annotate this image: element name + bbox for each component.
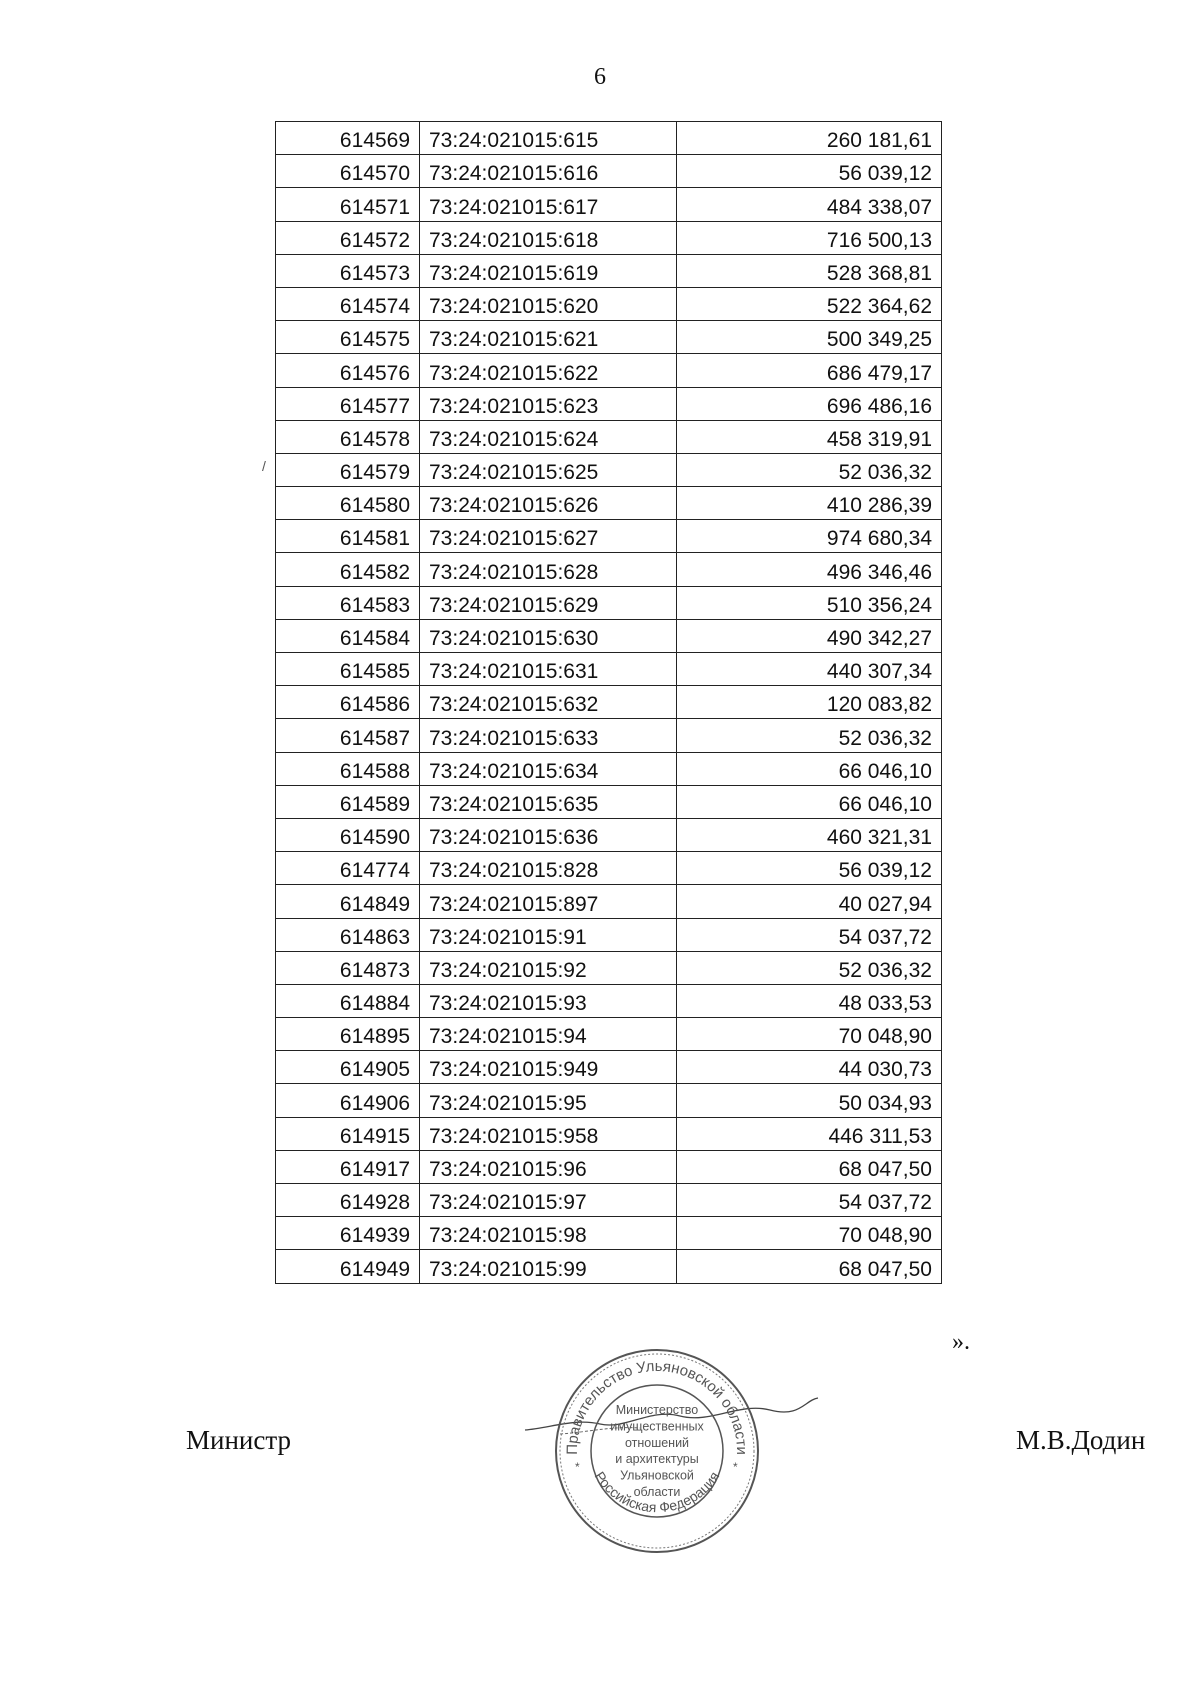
seal-inner-line: имущественных (610, 1419, 704, 1434)
cadastral-number: 73:24:021015:98 (420, 1217, 677, 1250)
row-id: 614849 (276, 885, 420, 918)
table-row (276, 1184, 942, 1217)
cadastral-number: 73:24:021015:620 (420, 287, 677, 320)
cadastral-number: 73:24:021015:632 (420, 686, 677, 719)
data-table (275, 121, 942, 1284)
cadastral-number: 73:24:021015:625 (420, 453, 677, 486)
value: 410 286,39 (677, 487, 942, 520)
table-row (276, 221, 942, 254)
row-id: 614580 (276, 487, 420, 520)
value: 70 048,90 (677, 1217, 942, 1250)
table-row (276, 686, 942, 719)
cadastral-number: 73:24:021015:627 (420, 520, 677, 553)
row-id: 614578 (276, 420, 420, 453)
value: 66 046,10 (677, 785, 942, 818)
seal-outer-text: Правительство Ульяновской области (563, 1357, 751, 1455)
table-row (276, 387, 942, 420)
value: 54 037,72 (677, 1184, 942, 1217)
seal-inner-line: и архитектуры (615, 1452, 699, 1467)
cadastral-number: 73:24:021015:634 (420, 752, 677, 785)
cadastral-number: 73:24:021015:631 (420, 653, 677, 686)
table-row (276, 1051, 942, 1084)
table-row (276, 984, 942, 1017)
cadastral-number: 73:24:021015:94 (420, 1018, 677, 1051)
row-id: 614589 (276, 785, 420, 818)
signatory-name: М.В.Додин (1016, 1425, 1146, 1455)
signatory-role: Министр (186, 1425, 291, 1455)
cadastral-number: 73:24:021015:628 (420, 553, 677, 586)
value: 56 039,12 (677, 155, 942, 188)
value: 458 319,91 (677, 420, 942, 453)
value: 44 030,73 (677, 1051, 942, 1084)
table-row (276, 785, 942, 818)
table-row (276, 1250, 942, 1283)
table-body (276, 122, 942, 1284)
table-row (276, 1150, 942, 1183)
row-id: 614582 (276, 553, 420, 586)
value: 56 039,12 (677, 852, 942, 885)
table-row (276, 752, 942, 785)
table-row (276, 122, 942, 155)
table-row (276, 951, 942, 984)
row-id: 614573 (276, 254, 420, 287)
row-id: 614586 (276, 686, 420, 719)
value: 52 036,32 (677, 951, 942, 984)
value: 260 181,61 (677, 122, 942, 155)
cadastral-number: 73:24:021015:635 (420, 785, 677, 818)
row-id: 614576 (276, 354, 420, 387)
row-id: 614583 (276, 586, 420, 619)
table-row (276, 1217, 942, 1250)
seal-inner-text (610, 1403, 704, 1499)
row-id: 614570 (276, 155, 420, 188)
cadastral-number: 73:24:021015:630 (420, 619, 677, 652)
table-row (276, 852, 942, 885)
row-id: 614585 (276, 653, 420, 686)
seal-bottom-text: Российская Федерация (591, 1468, 723, 1516)
value: 696 486,16 (677, 387, 942, 420)
table-row (276, 1018, 942, 1051)
row-id: 614581 (276, 520, 420, 553)
value: 974 680,34 (677, 520, 942, 553)
row-id: 614915 (276, 1117, 420, 1150)
cadastral-number: 73:24:021015:629 (420, 586, 677, 619)
row-id: 614906 (276, 1084, 420, 1117)
cadastral-number: 73:24:021015:624 (420, 420, 677, 453)
cadastral-number: 73:24:021015:623 (420, 387, 677, 420)
table-row (276, 354, 942, 387)
row-id: 614939 (276, 1217, 420, 1250)
cadastral-number: 73:24:021015:621 (420, 321, 677, 354)
table-row (276, 1117, 942, 1150)
value: 490 342,27 (677, 619, 942, 652)
table-row (276, 818, 942, 851)
table-row (276, 1084, 942, 1117)
table-row (276, 453, 942, 486)
row-id: 614917 (276, 1150, 420, 1183)
row-id: 614949 (276, 1250, 420, 1283)
row-id: 614895 (276, 1018, 420, 1051)
seal-inner-line: области (633, 1485, 681, 1499)
row-id: 614928 (276, 1184, 420, 1217)
row-id: 614905 (276, 1051, 420, 1084)
cadastral-number: 73:24:021015:93 (420, 984, 677, 1017)
row-id: 614588 (276, 752, 420, 785)
table-row (276, 586, 942, 619)
value: 68 047,50 (677, 1250, 942, 1283)
cadastral-number: 73:24:021015:828 (420, 852, 677, 885)
row-id: 614571 (276, 188, 420, 221)
value: 120 083,82 (677, 686, 942, 719)
cadastral-number: 73:24:021015:958 (420, 1117, 677, 1150)
row-id: 614574 (276, 287, 420, 320)
value: 510 356,24 (677, 586, 942, 619)
value: 500 349,25 (677, 321, 942, 354)
value: 528 368,81 (677, 254, 942, 287)
seal-inner-line: Министерство (615, 1403, 699, 1417)
cadastral-number: 73:24:021015:949 (420, 1051, 677, 1084)
value: 716 500,13 (677, 221, 942, 254)
cadastral-number: 73:24:021015:95 (420, 1084, 677, 1117)
row-id: 614590 (276, 818, 420, 851)
value: 522 364,62 (677, 287, 942, 320)
value: 440 307,34 (677, 653, 942, 686)
svg-text:*: * (575, 1460, 580, 1474)
value: 496 346,46 (677, 553, 942, 586)
page-number: 6 (594, 64, 606, 90)
row-id: 614579 (276, 453, 420, 486)
table-row (276, 487, 942, 520)
value: 50 034,93 (677, 1084, 942, 1117)
value: 446 311,53 (677, 1117, 942, 1150)
value: 52 036,32 (677, 453, 942, 486)
value: 52 036,32 (677, 719, 942, 752)
cadastral-number: 73:24:021015:616 (420, 155, 677, 188)
value: 460 321,31 (677, 818, 942, 851)
cadastral-number: 73:24:021015:636 (420, 818, 677, 851)
value: 54 037,72 (677, 918, 942, 951)
seal-inner-line: Ульяновской (620, 1468, 694, 1483)
cadastral-number: 73:24:021015:96 (420, 1150, 677, 1183)
row-id: 614884 (276, 984, 420, 1017)
row-id: 614873 (276, 951, 420, 984)
row-id: 614575 (276, 321, 420, 354)
table-row (276, 321, 942, 354)
table-row (276, 885, 942, 918)
value: 70 048,90 (677, 1018, 942, 1051)
cadastral-number: 73:24:021015:626 (420, 487, 677, 520)
table-row (276, 918, 942, 951)
table-row (276, 553, 942, 586)
cadastral-number: 73:24:021015:615 (420, 122, 677, 155)
cadastral-number: 73:24:021015:99 (420, 1250, 677, 1283)
svg-text:*: * (733, 1460, 738, 1474)
table-row (276, 188, 942, 221)
row-id: 614584 (276, 619, 420, 652)
cadastral-number: 73:24:021015:897 (420, 885, 677, 918)
row-id: 614774 (276, 852, 420, 885)
row-id: 614863 (276, 918, 420, 951)
closing-quote: ». (952, 1329, 970, 1355)
table-row (276, 653, 942, 686)
table-row (276, 155, 942, 188)
row-id: 614577 (276, 387, 420, 420)
cadastral-number: 73:24:021015:622 (420, 354, 677, 387)
cadastral-number: 73:24:021015:633 (420, 719, 677, 752)
margin-mark: / (262, 458, 266, 474)
table-row (276, 287, 942, 320)
table-row (276, 420, 942, 453)
row-id: 614587 (276, 719, 420, 752)
official-seal (551, 1345, 763, 1557)
value: 40 027,94 (677, 885, 942, 918)
cadastral-number: 73:24:021015:617 (420, 188, 677, 221)
value: 686 479,17 (677, 354, 942, 387)
row-id: 614569 (276, 122, 420, 155)
cadastral-number: 73:24:021015:97 (420, 1184, 677, 1217)
value: 484 338,07 (677, 188, 942, 221)
cadastral-number: 73:24:021015:91 (420, 918, 677, 951)
table-row (276, 619, 942, 652)
seal-inner-line: отношений (624, 1435, 690, 1450)
value: 66 046,10 (677, 752, 942, 785)
row-id: 614572 (276, 221, 420, 254)
table-row (276, 254, 942, 287)
cadastral-number: 73:24:021015:619 (420, 254, 677, 287)
cadastral-number: 73:24:021015:92 (420, 951, 677, 984)
table-row (276, 520, 942, 553)
table-row (276, 719, 942, 752)
value: 48 033,53 (677, 984, 942, 1017)
cadastral-number: 73:24:021015:618 (420, 221, 677, 254)
value: 68 047,50 (677, 1150, 942, 1183)
